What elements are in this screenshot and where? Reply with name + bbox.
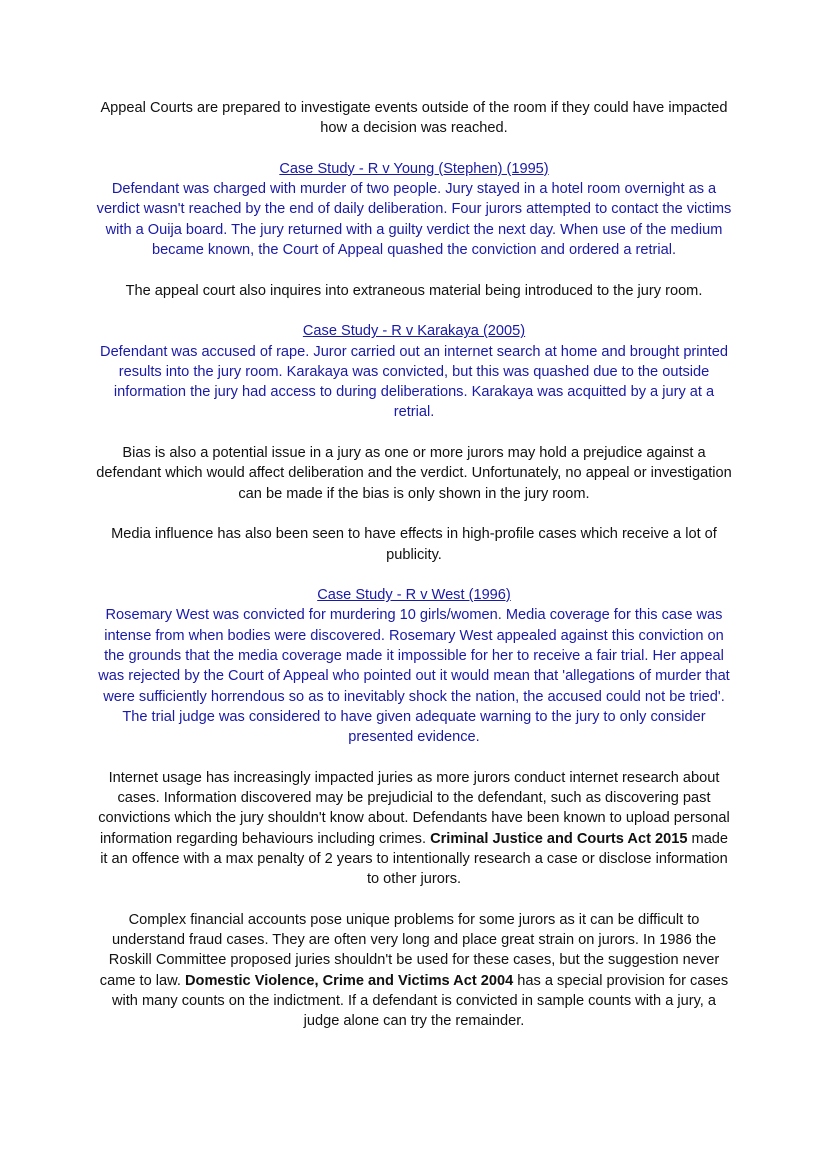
internet-paragraph — [96, 768, 732, 890]
financial-text-before: Complex financial accounts pose unique problems for some jurors as it can be difficult to understand fraud cases. They are often very long and place great strain on jurors. In 1986 the Roskill Committee proposed juries shouldn't be used for these cases, but the suggestion never came to law. — [99, 911, 720, 989]
financial-text-after: has a special provision for cases with many counts on the indictment. If a defendant is convicted in sample counts with a jury, a judge alone can try the remainder. — [111, 972, 729, 1030]
media-paragraph: Media influence has also been seen to have effects in high-profile cases which receive a lot of publicity. — [111, 526, 717, 563]
financial-paragraph — [96, 910, 732, 1032]
case-title-west: Case Study - R v West (1996) — [317, 587, 511, 604]
bias-paragraph: Bias is also a potential issue in a jury as one or more jurors may hold a prejudice against a defendant which would affect deliberation and the verdict. Unfortunately, no appeal or investigation can be made if the bias is only shown in the jury room. — [96, 445, 732, 502]
internet-text-before: Internet usage has increasingly impacted juries as more jurors conduct internet research about cases. Information discovered may be prejudicial to the defendant, such as discovering past convictions which the jury shouldn't know about. Defendants have been known to upload personal information regarding behaviours including crimes. — [98, 769, 730, 847]
internet-text-after: made it an offence with a max penalty of 2 years to intentionally research a case or disclose information to other jurors. — [100, 830, 729, 888]
intro-paragraph: Appeal Courts are prepared to investigate events outside of the room if they could have impacted how a decision was reached. — [100, 100, 728, 137]
case-text-young: Defendant was charged with murder of two people. Jury stayed in a hotel room overnight as a verdict wasn't reached by the end of daily deliberation. Four jurors attempted to contact the victims with a Ouija board. The jury returned with a guilty verdict the next day. When use of the medium became known, the Court of Appeal quashed the conviction and ordered a retrial. — [96, 181, 732, 259]
financial-act: Domestic Violence, Crime and Victims Act 2004 — [184, 972, 514, 989]
case-title-karakaya: Case Study - R v Karakaya (2005) — [302, 323, 526, 340]
internet-act: Criminal Justice and Courts Act 2015 — [430, 830, 688, 847]
case-text-west: Rosemary West was convicted for murdering 10 girls/women. Media coverage for this case was intense from when bodies were discovered. Rosemary West appealed against this conviction on the grounds that the media coverage made it impossible for her to receive a fair trial. Her appeal was rejected by the Court of Appeal who pointed out it would mean that 'allegations of murder that were sufficiently horrendous so as to inevitably shock the nation, the accused could not be tried'. The trial judge was considered to have given adequate warning to the jury to only consider presented evidence. — [98, 607, 730, 746]
extraneous-paragraph: The appeal court also inquires into extraneous material being introduced to the jury room. — [125, 282, 703, 299]
case-title-young: Case Study - R v Young (Stephen) (1995) — [279, 160, 549, 177]
case-text-karakaya: Defendant was accused of rape. Juror carried out an internet search at home and brought printed results into the jury room. Karakaya was convicted, but this was quashed due to the outside information the jury had access to during deliberations. Karakaya was acquitted by a jury at a retrial. — [100, 343, 728, 421]
